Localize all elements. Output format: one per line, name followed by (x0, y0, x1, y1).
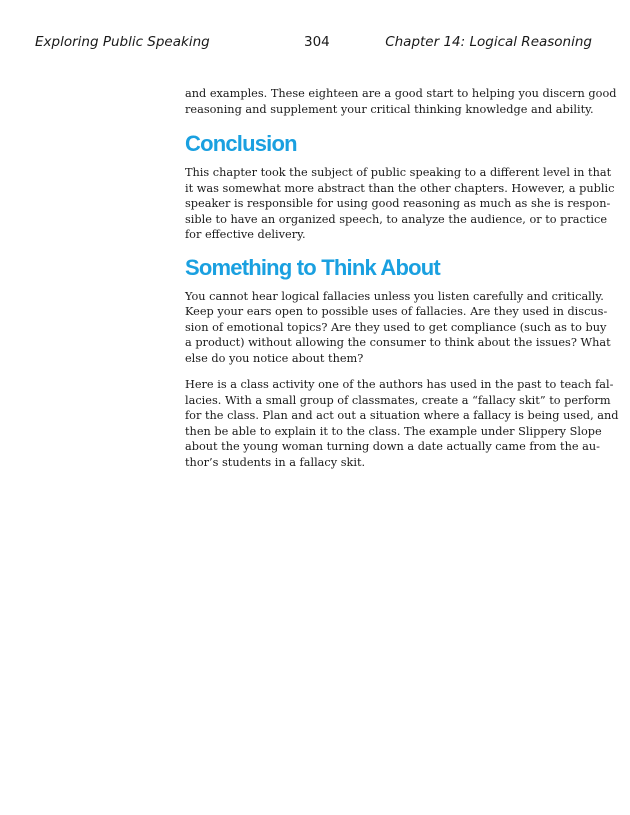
text-line: speaker is responsible for using good reasoning as much as she is respon- (185, 197, 611, 210)
text-line: it was somewhat more abstract than the other chapters. However, a public (185, 181, 615, 195)
conclusion-heading: Conclusion (185, 131, 297, 156)
page-number: 304 (304, 34, 330, 50)
text-line: Here is a class activity one of the authors has used in the past to teach fal- (185, 378, 614, 391)
text-line: then be able to explain it to the class. The example under Slippery Slope (185, 424, 602, 438)
text-line: for the class. Plan and act out a situation where a fallacy is being used, and (185, 409, 619, 422)
text-line: lacies. With a small group of classmates, create a “fallacy skit” to perform (185, 393, 611, 407)
something-to-think-about-heading: Something to Think About (185, 254, 440, 280)
text-line: for effective delivery. (185, 228, 306, 241)
book-title: Exploring Public Speaking (35, 34, 210, 50)
think-paragraph-1 (185, 289, 611, 367)
text-line: about the young woman turning down a date actually came from the au- (185, 440, 600, 453)
text-line: a product) without allowing the consumer to think about the issues? What (185, 336, 611, 349)
text-line: reasoning and supplement your critical thinking knowledge and ability. (185, 102, 594, 116)
page-body (185, 86, 619, 470)
text-line: Keep your ears open to possible uses of fallacies. Are they used in discus- (185, 305, 608, 318)
text-line: This chapter took the subject of public speaking to a different level in that (185, 166, 612, 179)
text-line: You cannot hear logical fallacies unless you listen carefully and critically. (185, 289, 604, 303)
conclusion-paragraph (185, 165, 615, 243)
chapter-title: Chapter 14: Logical Reasoning (385, 34, 592, 50)
paragraph-spacer (185, 366, 591, 377)
text-line: thor’s students in a fallacy skit. (185, 455, 366, 469)
text-line: sible to have an organized speech, to analyze the audience, or to practice (185, 212, 608, 226)
text-line: else do you notice about them? (185, 351, 364, 365)
text-line: sion of emotional topics? Are they used to get compliance (such as to buy (185, 320, 607, 334)
running-header (0, 34, 630, 54)
think-paragraph-2 (185, 377, 619, 470)
intro-paragraph (185, 86, 617, 117)
text-line: and examples. These eighteen are a good start to helping you discern good (185, 87, 617, 100)
